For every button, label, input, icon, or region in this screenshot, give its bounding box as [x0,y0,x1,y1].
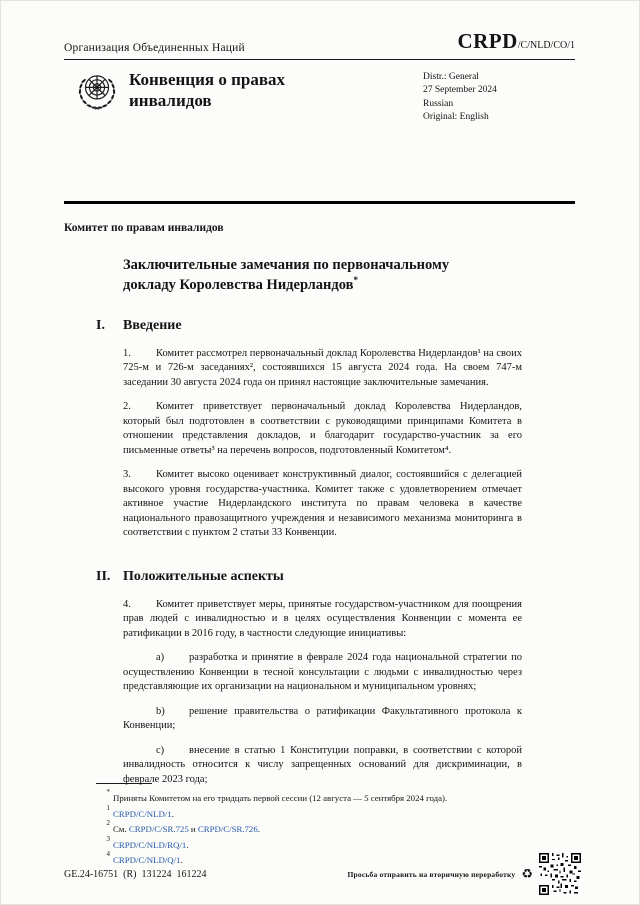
paragraph-number: 3. [123,469,131,481]
paragraph-number: 2. [123,401,131,413]
document-title-text: Заключительные замечания по первоначальному докладу Королевства Нидерландов [123,257,450,293]
subitem-letter: b) [156,705,165,717]
footnote-marker: 2 [106,819,110,828]
paragraph-2 [123,400,522,458]
page-footer [64,853,581,895]
subitem-a [123,651,522,694]
recycle-icon: ♻ [521,866,533,882]
convention-title: Конвенция о правах инвалидов [129,70,286,110]
paragraph-number: 1. [123,347,131,359]
document-symbol-link[interactable]: CRPD/C/SR.725 [128,824,189,835]
paragraph-3 [123,468,522,540]
footnote-text: Приняты Комитетом на его тридцать первой сессии (12 августа — 5 сентября 2024 года). [113,793,448,804]
language-line: Russian [423,98,454,109]
footnote-2 [64,821,575,837]
footnote-divider [96,783,152,784]
document-symbol-link[interactable]: CRPD/C/SR.726 [197,824,258,835]
footnote-text: . [180,855,183,866]
masthead-divider [64,201,575,204]
subitem-text: внесение в статью 1 Конституции поправки, в соответствии с которой инвалидность относится к числу запрещенных оснований для дискриминации, в феврале 2023 года; [123,744,522,785]
document-symbol-rest: /C/NLD/CO/1 [517,40,575,51]
footnote-marker: 3 [106,834,110,843]
footnote-1 [64,803,575,822]
distr-line: Distr.: General [423,72,479,82]
footnote-text: . [186,839,189,850]
paragraph-1 [123,347,522,390]
footnote-text: . [257,824,260,835]
top-header [64,29,575,54]
footnote-3 [64,834,575,853]
document-title [123,256,495,294]
footnote-marker: * [106,788,110,797]
subitem-b [123,705,522,734]
section-title: Введение [123,317,182,333]
footnote-text: и [188,824,198,835]
subitem-text: решение правительства о ратификации Факультативного протокола к Конвенции; [123,705,522,732]
footnote-marker: 1 [106,803,110,812]
paragraph-text: Комитет рассмотрел первоначальный доклад Королевства Нидерландов¹ на своих 725-м и 726-м заседаниях², состоявшихся 15 августа 2024 года. На своем 747-м заседании 30 августа 2024 года он принял настоящие заключительные замечания. [123,347,522,388]
paragraph-4 [123,598,522,641]
footnote-text: См. [113,824,129,835]
title-footnote-marker: * [353,274,358,285]
document-symbol-link[interactable]: CRPD/C/NLD/RQ/1 [113,839,187,850]
footnote-marker: 4 [106,850,110,859]
section-numeral: II. [96,568,111,584]
document-symbol [457,29,575,54]
ge-number: GE.24-16751 (R) 131224 161224 [64,868,207,880]
footnote-text: . [171,808,174,819]
document-symbol-link[interactable]: CRPD/C/NLD/1 [113,808,172,819]
organization-name: Организация Объединенных Наций [64,42,245,54]
paragraph-text: Комитет приветствует меры, принятые государством-участником для поощрения прав людей с инвалидностью и в целях осуществления Конвенции с момента ее ратификации в 2016 году, в частности следующие инициативы: [123,598,522,639]
document-symbol-main: CRPD [457,29,518,53]
footnote-star [64,790,575,806]
paragraph-text: Комитет приветствует первоначальный доклад Королевства Нидерландов, который был подготовлен в соответствии с руководящими принципами Комитета в отношении представления докладов, и благодарит государство-участник за его письменные ответы³ на перечень вопросов, подготовленный Комитетом⁴. [123,401,522,456]
section-heading-introduction [96,318,575,334]
paragraph-number: 4. [123,598,131,610]
date-line: 27 September 2024 [423,85,497,96]
un-emblem-icon [74,69,120,115]
qr-code [539,853,581,895]
paragraph-text: Комитет высоко оценивает конструктивный диалог, состоявшийся с делегацией высокого уровня государства-участника. Комитет также с удовлетворением отмечает активное участие Нидерландского института по правам человека в качестве национального правозащитного учреждения и независимого механизма мониторинга в соответствии с пунктом 2 статьи 33 Конвенции. [123,469,522,539]
section-heading-positive-aspects [96,569,575,585]
section-title: Положительные аспекты [123,568,284,584]
masthead [64,60,575,201]
committee-heading: Комитет по правам инвалидов [64,222,224,234]
distribution-block [423,69,575,125]
footer-right [347,853,581,895]
section-numeral: I. [96,317,105,333]
subitem-c [123,744,522,787]
recycle-notice: Просьба отправить на вторичную переработку [347,869,516,879]
subitem-text: разработка и принятие в феврале 2024 года национальной стратегии по осуществлению Конвенции в тесной консультации с людьми с инвалидностью через представляющие их организации на национальном и муниципальном уровнях; [123,652,522,693]
subitem-letter: c) [156,744,165,756]
original-language-line: Original: English [423,112,489,123]
subitem-letter: a) [156,652,165,664]
document-symbol-link[interactable]: CRPD/C/NLD/Q/1 [113,855,181,866]
